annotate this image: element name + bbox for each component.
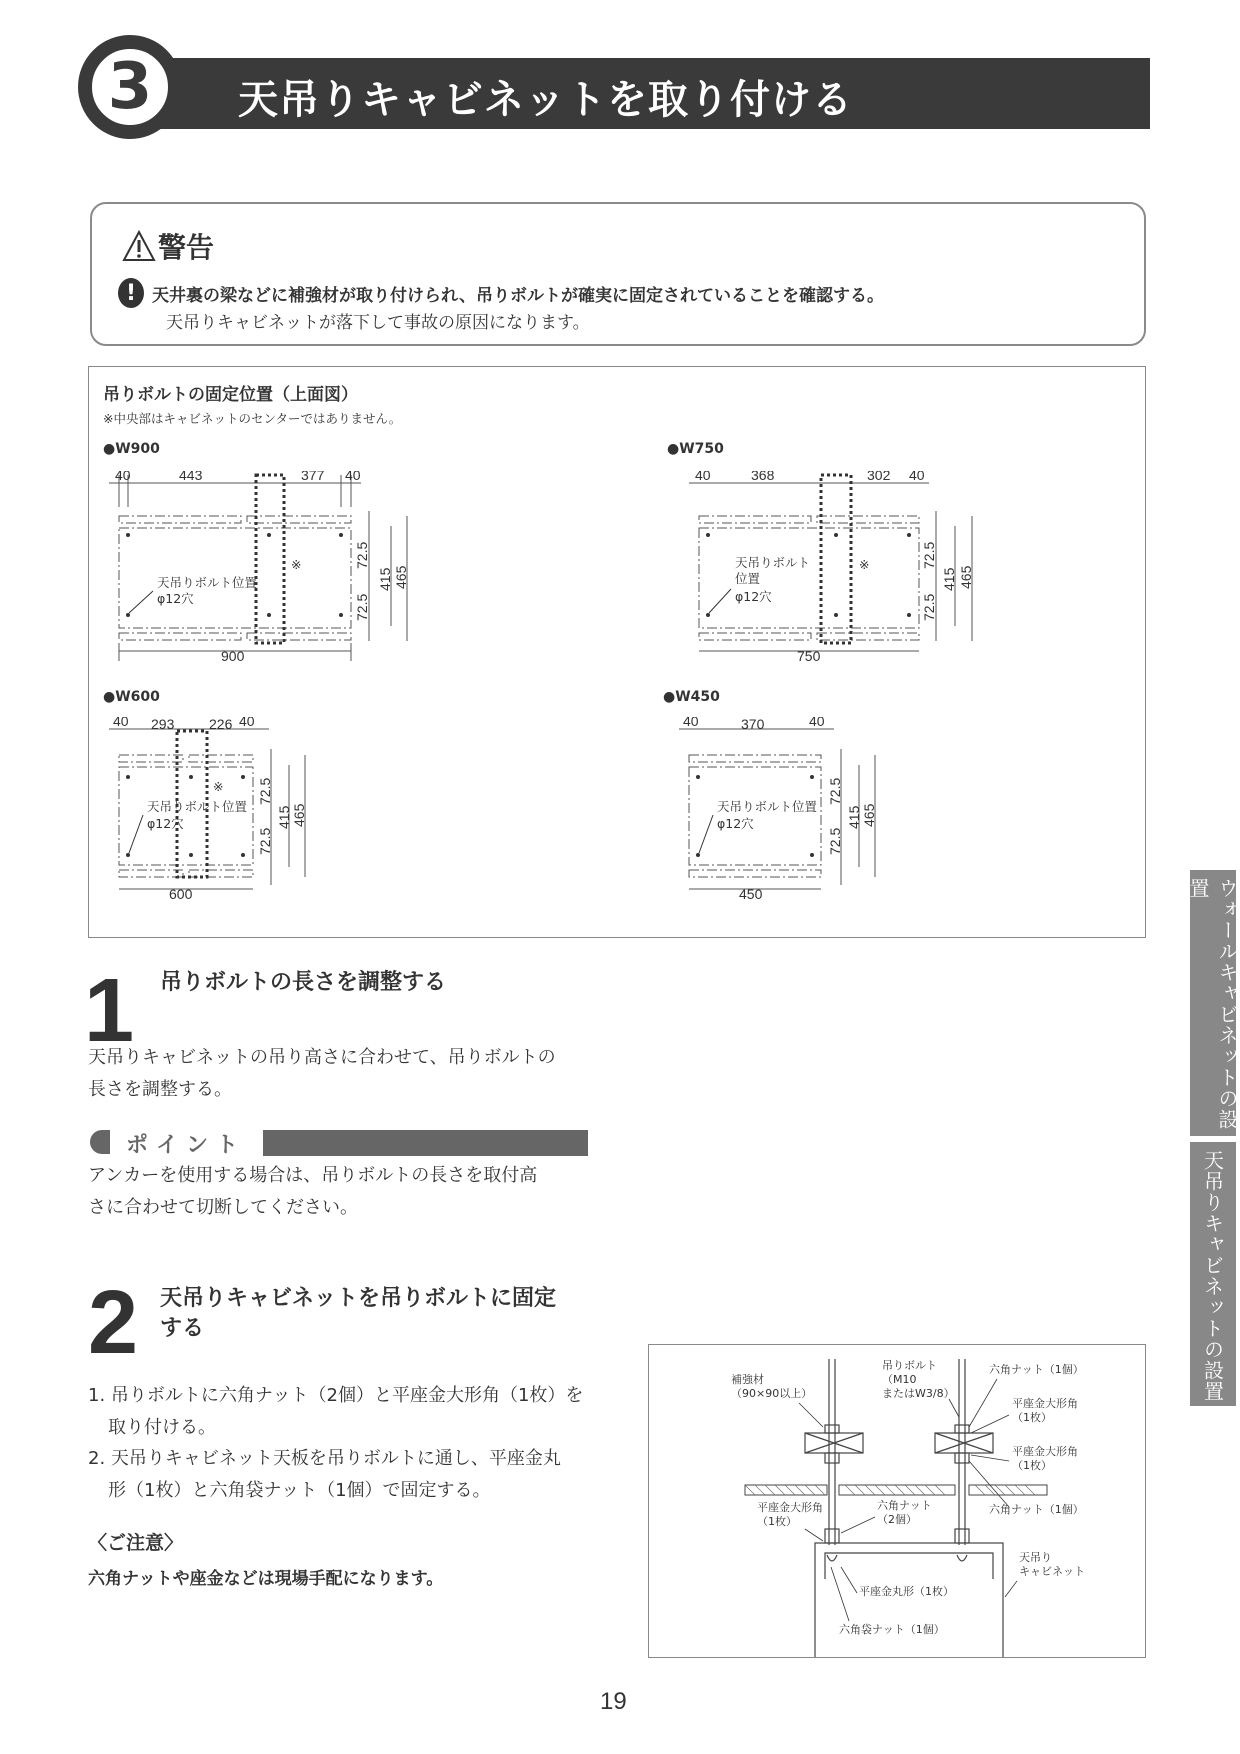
svg-text:40: 40 [239,717,255,729]
svg-text:※: ※ [859,557,870,572]
svg-text:補強材: 補強材 [731,1373,764,1386]
svg-text:415: 415 [276,805,292,829]
svg-text:415: 415 [377,567,393,591]
step1-title: 吊りボルトの長さを調整する [160,970,447,995]
step1-body-line: 長さを調整する。 [88,1078,232,1100]
svg-text:キャビネット: キャビネット [1019,1565,1085,1578]
step2-title-line: 天吊りキャビネットを吊りボルトに固定 [160,1286,557,1311]
svg-text:（1枚）: （1枚） [1012,1459,1052,1472]
svg-text:72.5: 72.5 [921,593,937,621]
svg-text:293: 293 [151,717,175,732]
svg-text:40: 40 [113,717,129,729]
svg-text:72.5: 72.5 [827,777,843,805]
side-tab-wall-cabinet[interactable]: ウォールキャビネットの設置 [1190,870,1236,1136]
warning-heading [122,226,214,266]
svg-text:465: 465 [393,565,409,589]
warning-bold-text: 天井裏の梁などに補強材が取り付けられ、吊りボルトが確実に固定されていることを確認する。 [152,285,885,306]
svg-text:平座金大形角: 平座金大形角 [1012,1445,1078,1458]
svg-text:※: ※ [291,557,302,572]
caution-text: 六角ナットや座金などは現場手配になります。 [88,1569,444,1589]
list-item-cont: 形（1枚）と六角袋ナット（1個）で固定する。 [108,1479,491,1501]
page-number: 19 [600,1688,627,1715]
svg-text:40: 40 [115,471,131,483]
svg-text:302: 302 [867,471,891,483]
svg-text:750: 750 [797,648,821,664]
svg-text:72.5: 72.5 [257,777,273,805]
w450-plan-diagram [679,717,899,907]
list-item: 2. 天吊りキャビネット天板を吊りボルトに通し、平座金丸 [88,1448,561,1469]
model-label-w900: ●W900 [103,441,160,457]
svg-text:（1枚）: （1枚） [1012,1411,1052,1424]
warning-triangle-icon [122,230,156,262]
svg-text:天吊りボルト位置: 天吊りボルト位置 [157,575,258,590]
svg-text:900: 900 [221,648,245,664]
figure-title: 吊りボルトの固定位置（上面図） [103,385,358,405]
svg-text:72.5: 72.5 [354,593,370,621]
svg-text:六角ナット（1個）: 六角ナット（1個） [989,1503,1084,1516]
point-bar [263,1130,588,1156]
svg-text:72.5: 72.5 [257,827,273,855]
step1-body-line: 天吊りキャビネットの吊り高さに合わせて、吊りボルトの [88,1047,556,1068]
warning-sub-text: 天吊りキャビネットが落下して事故の原因になります。 [166,313,590,333]
point-header [90,1128,588,1156]
exclamation-icon: ! [118,278,144,308]
svg-text:450: 450 [739,886,763,902]
svg-text:（90×90以上）: （90×90以上） [731,1387,813,1400]
bolt-assembly-drawing [649,1345,1144,1657]
warning-main-line [118,278,884,308]
svg-text:415: 415 [846,805,862,829]
svg-text:φ12穴: φ12穴 [717,816,754,831]
figure-note: ※中央部はキャビネットのセンターではありません。 [103,411,402,426]
svg-text:六角袋ナット（1個）: 六角袋ナット（1個） [839,1623,945,1636]
svg-text:465: 465 [861,803,877,827]
model-label-w450: ●W450 [663,689,720,705]
bolt-position-figure [88,366,1146,938]
svg-text:415: 415 [941,567,957,591]
step2-number: 2 [88,1273,139,1373]
svg-text:40: 40 [909,471,925,483]
svg-text:72.5: 72.5 [921,541,937,569]
point-line: さに合わせて切断してください。 [88,1196,358,1218]
svg-text:位置: 位置 [735,571,761,586]
svg-text:368: 368 [751,471,775,483]
svg-text:370: 370 [741,717,765,732]
svg-text:443: 443 [179,471,203,483]
svg-text:平座金大形角: 平座金大形角 [757,1501,823,1514]
svg-text:（2個）: （2個） [877,1513,917,1526]
caution-heading: 〈ご注意〉 [88,1532,184,1554]
point-label: ポイント [126,1133,247,1158]
svg-text:φ12穴: φ12穴 [735,589,772,604]
svg-text:465: 465 [291,803,307,827]
svg-text:377: 377 [301,471,325,483]
svg-text:（1枚）: （1枚） [757,1515,797,1528]
svg-text:六角ナット（1個）: 六角ナット（1個） [989,1363,1084,1376]
page-title: 天吊りキャビネットを取り付ける [238,77,853,123]
step2-list [88,1380,598,1506]
svg-text:465: 465 [958,565,974,589]
svg-text:226: 226 [209,717,233,732]
svg-text:※: ※ [213,779,224,794]
svg-text:40: 40 [683,717,699,729]
svg-text:天吊り: 天吊り [1019,1551,1052,1564]
step1-number: 1 [84,961,135,1061]
svg-text:φ12穴: φ12穴 [157,591,194,606]
w750-plan-diagram [689,471,989,671]
step2-title-line: する [160,1315,205,1341]
svg-text:六角ナット: 六角ナット [877,1499,932,1512]
svg-text:またはW3/8）: またはW3/8） [882,1387,955,1400]
step2-title [160,1284,556,1343]
w900-plan-diagram [109,471,429,671]
svg-text:平座金丸形（1枚）: 平座金丸形（1枚） [859,1585,954,1598]
svg-text:平座金大形角: 平座金大形角 [1012,1397,1078,1410]
svg-text:72.5: 72.5 [354,541,370,569]
svg-text:40: 40 [809,717,825,729]
point-line: アンカーを使用する場合は、吊りボルトの長さを取付高 [88,1165,538,1186]
list-item-cont: 取り付ける。 [108,1416,216,1438]
warning-box [90,202,1146,346]
model-label-w600: ●W600 [103,689,160,705]
model-label-w750: ●W750 [667,441,724,457]
svg-text:（M10: （M10 [882,1373,917,1386]
side-tab-ceiling-cabinet[interactable]: 天吊りキャビネットの設置 [1190,1142,1236,1406]
section-number: 3 [107,50,153,124]
mounting-detail-diagram [648,1344,1146,1658]
point-body [88,1160,537,1223]
svg-text:天吊りボルト位置: 天吊りボルト位置 [147,799,248,814]
point-cap-shape [90,1130,110,1154]
svg-text:天吊りボルト位置: 天吊りボルト位置 [717,799,818,814]
svg-text:φ12穴: φ12穴 [147,816,184,831]
svg-text:天吊りボルト: 天吊りボルト [735,555,811,570]
svg-text:600: 600 [169,886,193,902]
svg-text:吊りボルト: 吊りボルト [882,1359,937,1372]
svg-text:40: 40 [695,471,711,483]
svg-text:40: 40 [345,471,361,483]
list-item: 1. 吊りボルトに六角ナット（2個）と平座金大形角（1枚）を [88,1385,584,1406]
svg-text:72.5: 72.5 [827,827,843,855]
step1-body [88,1042,556,1105]
section-number-badge [78,35,182,139]
warning-title: 警告 [158,231,215,264]
w600-plan-diagram [109,717,329,907]
